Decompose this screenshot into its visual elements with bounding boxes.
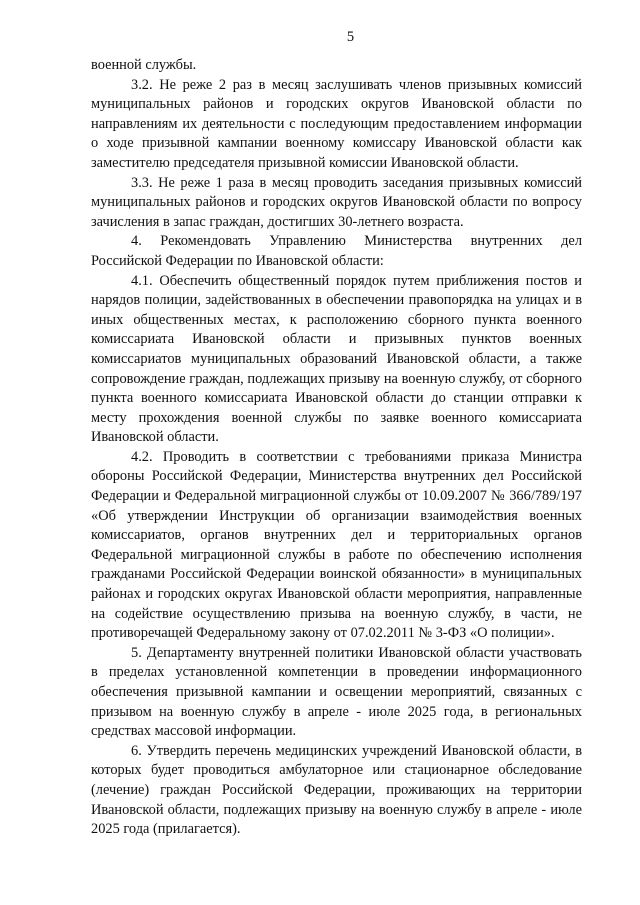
paragraph-4: 4. Рекомендовать Управлению Министерства внутренних дел Российской Федерации по Ивановской области: — [91, 233, 582, 269]
paragraph-4-2: 4.2. Проводить в соответствии с требованиями приказа Министра обороны Российской Федерации, Министерства внутренних дел Российской Федерации и Федеральной миграционной службы от 10.09.2007 № 366/789/197 «Об утверждении Инструкции об организации взаимодействия военных комиссариатов, органов внутренних дел и территориальных органов Федеральной миграционной службы в работе по обеспечению исполнения гражданами Российской Федерации воинской обязанности» в муниципальных районах и городских округах Ивановской области мероприятия, направленные на содействие осуществлению призыва на военную службу, в части, не противоречащей Федеральному закону от 07.02.2011 № 3-ФЗ «О полиции». — [91, 448, 582, 642]
document-body — [91, 56, 582, 840]
paragraph-6: 6. Утвердить перечень медицинских учреждений Ивановской области, в которых будет проводиться амбулаторное или стационарное обследование (лечение) граждан Российской Федерации, проживающих на территории Ивановской области, подлежащих призыву на военную службу в апреле - июле 2025 года (прилагается). — [91, 742, 582, 838]
paragraph-4-1: 4.1. Обеспечить общественный порядок путем приближения постов и нарядов полиции, задействованных в обеспечении правопорядка на улицах и в иных общественных местах, к расположению сборного пункта военного комиссариата Ивановской области и призывных пунктов военных комиссариатов муниципальных образований Ивановской области, а также сопровождение граждан, подлежащих призыву на военную службу, от сборного пункта военного комиссариата Ивановской области до станции отправки к месту прохождения военной службы по заявке военного комиссариата Ивановской области. — [91, 272, 582, 446]
page-number: 5 — [346, 29, 355, 45]
paragraph-continuation: военной службы. — [91, 57, 197, 73]
paragraph-3-2: 3.2. Не реже 2 раз в месяц заслушивать членов призывных комиссий муниципальных районов и городских округов Ивановской области по направлениям их деятельности с последующим предоставлением информации о ходе призывной кампании военному комиссару Ивановской области как заместителю председателя призывной комиссии Ивановской области. — [91, 76, 582, 171]
paragraph-5: 5. Департаменту внутренней политики Ивановской области участвовать в пределах установленной компетенции в проведении информационного обеспечения призывной кампании и освещении мероприятий, связанных с призывом на военную службу в апреле - июле 2025 года, в региональных средствах массовой информации. — [91, 644, 582, 740]
paragraph-3-3: 3.3. Не реже 1 раза в месяц проводить заседания призывных комиссий муниципальных районов и городских округов Ивановской области по вопросу зачисления в запас граждан, достигших 30-летнего возраста. — [91, 174, 582, 230]
